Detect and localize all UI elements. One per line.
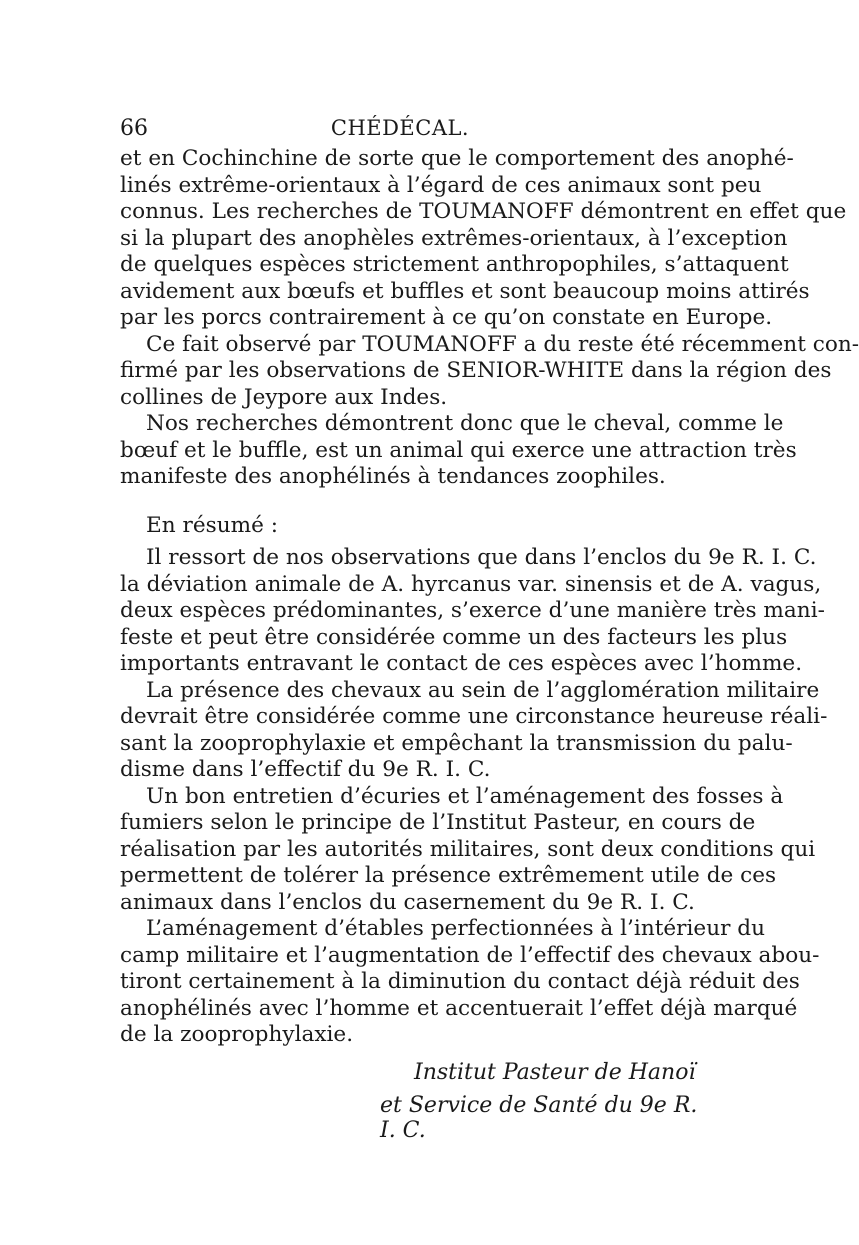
text-line: connus. Les recherches de TOUMANOFF démontrent en effet que: [120, 199, 847, 224]
text-line: anophélinés avec l’homme et accentuerait l’effet déjà marqué: [120, 995, 798, 1021]
text-line: fumiers selon le principe de l’Institut Pasteur, en cours de: [120, 810, 756, 835]
text-line: feste et peut être considérée comme un des facteurs les plus: [120, 624, 788, 650]
text-line: linés extrême-orientaux à l’égard de ces animaux sont peu: [120, 172, 762, 198]
paragraph: [120, 513, 684, 540]
text-line: Nos recherches démontrent donc que le cheval, comme le: [146, 411, 784, 436]
paragraph-gap: [120, 491, 684, 513]
text-line: La présence des chevaux au sein de l’agglomération militaire: [146, 677, 820, 703]
text-line: si la plupart des anophèles extrêmes-orientaux, à l’exception: [120, 225, 788, 251]
paragraph: [120, 916, 820, 1049]
text-line: avidement aux bœufs et buffles et sont beaucoup moins attirés: [120, 278, 810, 304]
text-line: de la zooprophylaxie.: [120, 1022, 354, 1047]
signature-line-2: et Service de Santé du 9e R. I. C.: [380, 1093, 698, 1143]
text-line: collines de Jeypore aux Indes.: [120, 384, 448, 410]
text-line: camp militaire et l’augmentation de l’effectif des chevaux abou-: [120, 942, 820, 968]
text-line: Ce fait observé par TOUMANOFF a du reste été récemment con-: [146, 331, 859, 357]
text-line: permettent de tolérer la présence extrêmement utile de ces: [120, 863, 777, 888]
paragraph: [120, 146, 847, 332]
text-line: de quelques espèces strictement anthropophiles, s’attaquent: [120, 252, 789, 277]
text-line: importants entravant le contact de ces espèces avec l’homme.: [120, 651, 803, 676]
text-line: la déviation animale de A. hyrcanus var. sinensis et de A. vagus,: [120, 571, 822, 597]
text-line: tiront certainement à la diminution du contact déjà réduit des: [120, 969, 800, 994]
text-line: sant la zooprophylaxie et empêchant la transmission du palu-: [120, 730, 793, 756]
paragraph: [120, 411, 797, 491]
text-line: firmé par les observations de SENIOR-WHITE dans la région des: [120, 358, 832, 383]
text-line: manifeste des anophélinés à tendances zoophiles.: [120, 464, 666, 489]
signature-line-1: Institut Pasteur de Hanoï: [414, 1060, 696, 1085]
text-line: bœuf et le buffle, est un animal qui exerce une attraction très: [120, 437, 797, 463]
text-line: En résumé :: [146, 512, 279, 538]
text-line: Un bon entretien d’écuries et l’aménagement des fosses à: [146, 783, 784, 809]
text-line: disme dans l’effectif du 9e R. I. C.: [120, 757, 491, 782]
page-header: [120, 116, 680, 146]
text-line: par les porcs contrairement à ce qu’on constate en Europe.: [120, 305, 773, 330]
text-line: Il ressort de nos observations que dans l’enclos du 9e R. I. C.: [146, 545, 817, 570]
text-line: devrait être considérée comme une circonstance heureuse réali-: [120, 704, 828, 729]
text-line: animaux dans l’enclos du casernement du 9e R. I. C.: [120, 889, 695, 915]
text-line: L’aménagement d’étables perfectionnées à l’intérieur du: [146, 916, 766, 941]
paragraph: [120, 331, 859, 412]
paragraph: [120, 545, 825, 678]
body-text: [120, 146, 859, 1049]
text-line: réalisation par les autorités militaires, sont deux conditions qui: [120, 836, 816, 862]
text-line: deux espèces prédominantes, s’exerce d’une manière très mani-: [120, 598, 825, 623]
paragraph: [120, 783, 816, 917]
running-title: CHÉDÉCAL.: [330, 116, 470, 140]
text-line: et en Cochinchine de sorte que le comportement des anophé-: [120, 146, 794, 171]
paragraph: [120, 677, 828, 784]
page-number: 66: [120, 116, 148, 141]
